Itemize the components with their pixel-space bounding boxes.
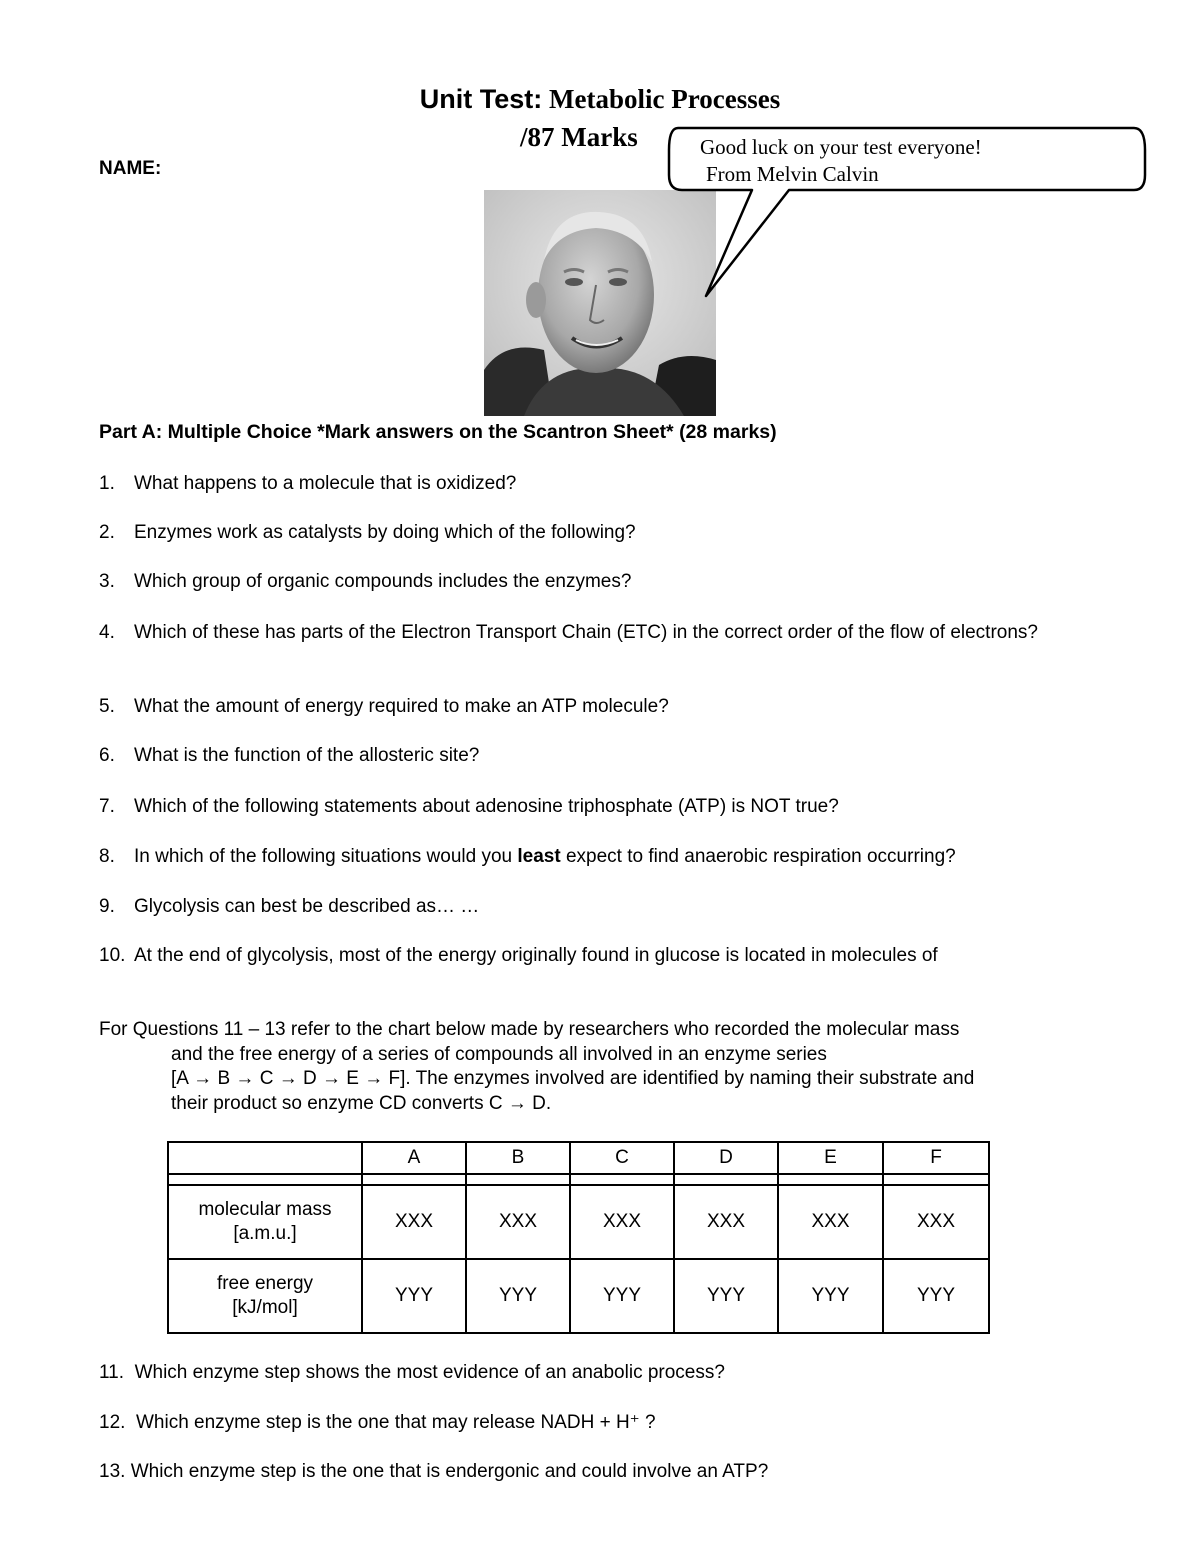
spacer-cell: [778, 1174, 883, 1185]
table-corner-cell: [168, 1142, 362, 1174]
bubble-line-2: From Melvin Calvin: [706, 162, 879, 186]
question-item: [99, 695, 1099, 719]
question-item: [99, 621, 1089, 645]
question-text: Which of these has parts of the Electron Transport Chain (ETC) in the correct order of the flow of electrons?: [134, 622, 1038, 643]
bubble-line-1: Good luck on your test everyone!: [700, 135, 982, 159]
question-item: [99, 472, 1099, 496]
table-cell: XXX: [466, 1185, 570, 1259]
question-item: [99, 744, 1099, 768]
question-text: What happens to a molecule that is oxidized?: [134, 473, 517, 494]
question-item: [99, 795, 1099, 819]
question-number: 2.: [99, 522, 115, 543]
column-header: C: [570, 1142, 674, 1174]
table-cell: YYY: [466, 1259, 570, 1333]
row-label: [168, 1259, 362, 1333]
question-text: What the amount of energy required to make an ATP molecule?: [134, 696, 669, 717]
table-cell: XXX: [570, 1185, 674, 1259]
question-number: 8.: [99, 846, 115, 867]
table-cell: YYY: [883, 1259, 989, 1333]
chart-intro: [99, 1018, 1109, 1116]
question-text: Which of the following statements about adenosine triphosphate (ATP) is NOT true?: [134, 796, 839, 817]
title-prefix: Unit Test:: [419, 84, 543, 114]
question-text: Which enzyme step is the one that is endergonic and could involve an ATP?: [130, 1461, 769, 1482]
spacer-cell: [168, 1174, 362, 1185]
question-item: [99, 944, 1099, 968]
table-row: [168, 1185, 989, 1259]
table-row: [168, 1259, 989, 1333]
question-text: Glycolysis can best be described as… …: [134, 896, 480, 917]
question-number: 13.: [99, 1461, 126, 1482]
total-marks: /87 Marks: [520, 122, 638, 152]
question-number: 6.: [99, 745, 115, 766]
question-text: Which enzyme step is the one that may release NADH + H⁺ ?: [135, 1412, 656, 1433]
question-text-after: expect to find anaerobic respiration occurring?: [560, 846, 956, 867]
title-main: Metabolic Processes: [542, 84, 781, 114]
table-spacer-row: [168, 1174, 989, 1185]
table-cell: XXX: [674, 1185, 778, 1259]
spacer-cell: [570, 1174, 674, 1185]
row-label-unit: [a.m.u.]: [233, 1223, 297, 1244]
column-header: E: [778, 1142, 883, 1174]
table-cell: YYY: [674, 1259, 778, 1333]
question-text-emphasis: least: [517, 846, 561, 867]
table-cell: YYY: [362, 1259, 466, 1333]
question-text: Enzymes work as catalysts by doing which of the following?: [134, 522, 636, 543]
question-number: 12.: [99, 1412, 126, 1433]
name-label: NAME:: [99, 158, 162, 179]
question-text: [99, 845, 1099, 869]
question-item: [99, 1460, 768, 1484]
question-number: 9.: [99, 896, 115, 917]
question-number: 10.: [99, 945, 126, 966]
table-cell: XXX: [778, 1185, 883, 1259]
spacer-cell: [466, 1174, 570, 1185]
column-header: B: [466, 1142, 570, 1174]
spacer-cell: [674, 1174, 778, 1185]
question-item: [99, 845, 1099, 869]
table-cell: YYY: [570, 1259, 674, 1333]
question-number: 4.: [99, 622, 115, 643]
row-label-line: free energy: [216, 1273, 314, 1294]
column-header: A: [362, 1142, 466, 1174]
question-text: What is the function of the allosteric site?: [134, 745, 480, 766]
table-cell: XXX: [883, 1185, 989, 1259]
chart-intro-line-4: their product so enzyme CD converts C → D.: [171, 1092, 552, 1114]
chart-intro-line-2: and the free energy of a series of compounds all involved in an enzyme series: [171, 1043, 827, 1065]
question-number: 1.: [99, 473, 115, 494]
table-cell: YYY: [778, 1259, 883, 1333]
question-number: 5.: [99, 696, 115, 717]
question-item: [99, 1361, 725, 1385]
question-item: [99, 521, 1099, 545]
column-header: F: [883, 1142, 989, 1174]
question-number: 7.: [99, 796, 115, 817]
question-text: Which group of organic compounds includes the enzymes?: [134, 571, 632, 592]
question-item: [99, 1411, 656, 1435]
chart-intro-line-1: For Questions 11 – 13 refer to the chart below made by researchers who recorded the molecular mass: [99, 1019, 960, 1040]
question-number: 11.: [99, 1362, 125, 1383]
table-cell: XXX: [362, 1185, 466, 1259]
spacer-cell: [362, 1174, 466, 1185]
question-text-before: In which of the following situations would you: [134, 846, 518, 867]
question-number: 3.: [99, 571, 115, 592]
row-label-unit: [kJ/mol]: [232, 1297, 298, 1318]
spacer-cell: [883, 1174, 989, 1185]
row-label-line: molecular mass: [198, 1199, 332, 1220]
question-text: Which enzyme step shows the most evidence of an anabolic process?: [134, 1362, 725, 1383]
question-text: At the end of glycolysis, most of the energy originally found in glucose is located in molecules of: [134, 945, 938, 966]
question-item: [99, 570, 1099, 594]
page-title: [0, 84, 1200, 115]
column-header: D: [674, 1142, 778, 1174]
question-item: [99, 895, 1099, 919]
data-table: [167, 1141, 990, 1334]
table-header-row: [168, 1142, 989, 1174]
chart-intro-line-3: [A → B → C → D → E → F]. The enzymes involved are identified by naming their substrate and: [171, 1068, 975, 1089]
row-label: [168, 1185, 362, 1259]
part-a-heading: Part A: Multiple Choice *Mark answers on the Scantron Sheet* (28 marks): [99, 421, 777, 443]
speech-bubble-text: [700, 134, 982, 188]
